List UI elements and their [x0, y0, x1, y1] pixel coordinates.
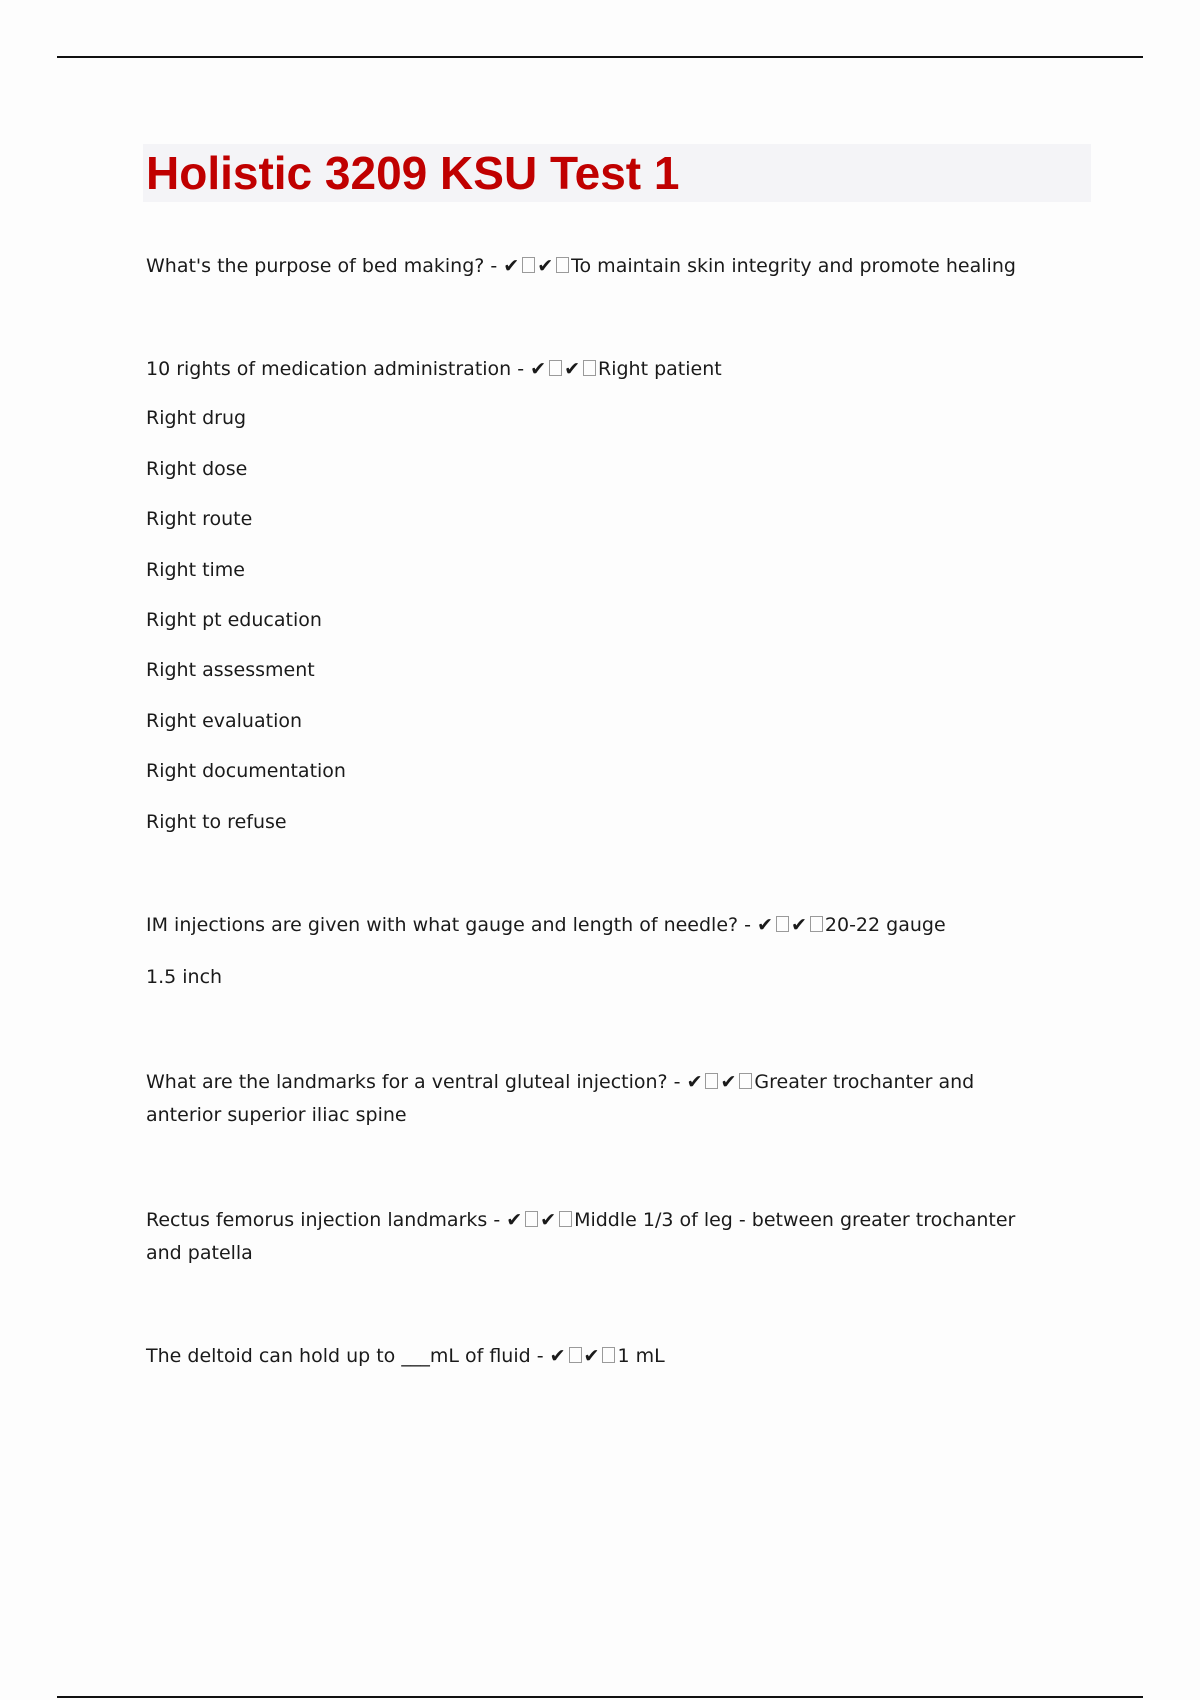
spacer	[146, 1270, 1046, 1340]
spacer	[146, 994, 1046, 1066]
question-text: What's the purpose of bed making?	[146, 255, 485, 277]
qa-line: The deltoid can hold up to ___mL of fluid - ✔ ✔ 1 mL	[146, 1345, 665, 1367]
answer-line: Right dose	[146, 458, 248, 480]
answer-line: Right assessment	[146, 659, 315, 681]
document-body	[146, 250, 1046, 1373]
answer-text: Right patient	[598, 358, 722, 380]
answer-text: Greater trochanter and anterior superior iliac spine	[146, 1071, 975, 1126]
answer-line: Right to refuse	[146, 811, 287, 833]
check-mark-icon: ✔ ✔	[530, 358, 598, 380]
question-text: 10 rights of medication administration	[146, 358, 512, 380]
qa-line: What's the purpose of bed making? - ✔ ✔ To maintain skin integrity and promote healing	[146, 255, 1016, 277]
qa-line: Rectus femorus injection landmarks - ✔ ✔ Middle 1/3 of leg - between greater trochanter and patella	[146, 1209, 1016, 1264]
qa-item-3	[146, 909, 1046, 994]
check-mark-icon: ✔ ✔	[550, 1345, 618, 1367]
check-mark-icon: ✔ ✔	[506, 1209, 574, 1231]
qa-line: 10 rights of medication administration - ✔ ✔ Right patient	[146, 358, 722, 380]
qa-line: IM injections are given with what gauge and length of needle? - ✔ ✔ 20-22 gauge	[146, 914, 946, 936]
answer-line: Right evaluation	[146, 710, 303, 732]
question-text: The deltoid can hold up to ___mL of fluid	[146, 1345, 531, 1367]
spacer	[146, 1132, 1046, 1204]
answer-text: To maintain skin integrity and promote healing	[571, 255, 1016, 277]
spacer	[146, 839, 1046, 909]
answer-text: Middle 1/3 of leg - between greater trochanter and patella	[146, 1209, 1016, 1264]
check-mark-icon: ✔ ✔	[757, 914, 825, 936]
qa-item-6	[146, 1340, 1046, 1373]
check-mark-icon: ✔ ✔	[687, 1071, 755, 1093]
question-text: What are the landmarks for a ventral gluteal injection?	[146, 1071, 668, 1093]
answer-line: Right time	[146, 559, 245, 581]
qa-item-1	[146, 250, 1046, 283]
qa-item-5	[146, 1204, 1026, 1270]
answer-line: Right route	[146, 508, 253, 530]
answer-line: Right documentation	[146, 760, 346, 782]
question-text: IM injections are given with what gauge and length of needle?	[146, 914, 739, 936]
spacer	[146, 283, 1046, 353]
document-title: Holistic 3209 KSU Test 1	[146, 147, 680, 199]
footer-rule	[57, 1696, 1143, 1698]
qa-line: What are the landmarks for a ventral gluteal injection? - ✔ ✔ Greater trochanter and anterior superior iliac spine	[146, 1071, 975, 1126]
check-mark-icon: ✔ ✔	[503, 255, 571, 277]
answer-text: 20-22 gauge	[824, 914, 946, 936]
answer-line: 1.5 inch	[146, 966, 223, 988]
answer-line: Right pt education	[146, 609, 322, 631]
question-text: Rectus femorus injection landmarks	[146, 1209, 488, 1231]
answer-line: Right drug	[146, 407, 247, 429]
header-rule	[57, 56, 1143, 58]
answer-text: 1 mL	[617, 1345, 665, 1367]
qa-item-4	[146, 1066, 1026, 1132]
qa-item-2	[146, 353, 1046, 839]
